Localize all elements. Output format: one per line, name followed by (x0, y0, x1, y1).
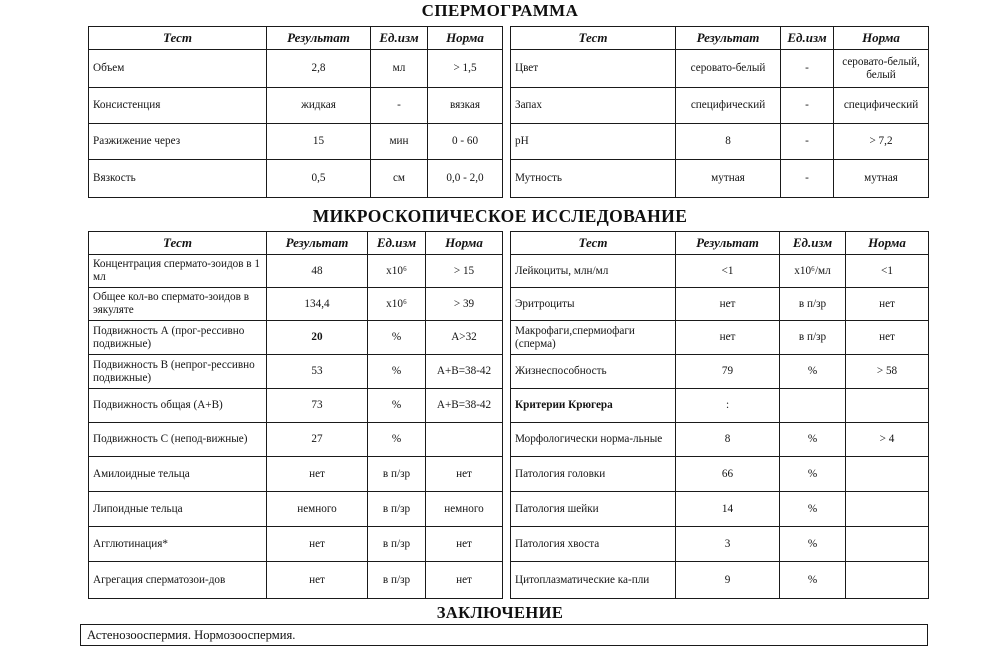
column-header-unit: Ед.изм (368, 232, 426, 255)
cell-test: Лейкоциты, млн/мл (511, 255, 676, 288)
cell-unit: % (780, 527, 846, 562)
cell-norm: > 7,2 (834, 124, 929, 160)
table-header-row (89, 27, 503, 50)
table-row (89, 88, 503, 124)
cell-norm (846, 562, 929, 599)
table-row (89, 355, 503, 389)
cell-test: Вязкость (89, 160, 267, 198)
cell-result: нет (267, 527, 368, 562)
cell-unit: - (781, 50, 834, 88)
cell-norm: немного (426, 492, 503, 527)
cell-norm (426, 423, 503, 457)
cell-result: 9 (676, 562, 780, 599)
cell-test: Объем (89, 50, 267, 88)
cell-test: pH (511, 124, 676, 160)
cell-unit: - (781, 88, 834, 124)
cell-norm: A+B=38-42 (426, 355, 503, 389)
cell-test: Общее кол-во спермато-зоидов в эякуляте (89, 288, 267, 321)
cell-result: 0,5 (267, 160, 371, 198)
table-row (511, 562, 929, 599)
column-header-test: Тест (89, 232, 267, 255)
table-row (89, 50, 503, 88)
cell-norm: 0 - 60 (428, 124, 503, 160)
cell-norm: специфический (834, 88, 929, 124)
cell-test: Подвижность В (непрог-рессивно подвижные) (89, 355, 267, 389)
cell-norm (846, 457, 929, 492)
column-header-norm: Норма (846, 232, 929, 255)
cell-test: Цитоплазматические ка-пли (511, 562, 676, 599)
cell-test: Эритроциты (511, 288, 676, 321)
cell-result: 73 (267, 389, 368, 423)
cell-result: немного (267, 492, 368, 527)
cell-result: 20 (267, 321, 368, 355)
cell-unit: % (780, 492, 846, 527)
cell-norm: A+B=38-42 (426, 389, 503, 423)
macroscopic-left-table (88, 26, 503, 198)
cell-unit: - (781, 160, 834, 198)
cell-result: 66 (676, 457, 780, 492)
cell-unit: % (780, 562, 846, 599)
cell-test: Амилоидные тельца (89, 457, 267, 492)
column-header-norm: Норма (834, 27, 929, 50)
table-row (511, 389, 929, 423)
cell-test: Цвет (511, 50, 676, 88)
cell-result: 8 (676, 423, 780, 457)
table-row (511, 527, 929, 562)
microscopic-left-table (88, 231, 503, 599)
page-title-conclusion: ЗАКЛЮЧЕНИЕ (436, 603, 564, 622)
cell-norm: нет (846, 288, 929, 321)
conclusion-box (80, 624, 928, 646)
cell-result: 48 (267, 255, 368, 288)
cell-unit: - (781, 124, 834, 160)
cell-unit: - (371, 88, 428, 124)
cell-unit: в п/зр (368, 492, 426, 527)
cell-unit: в п/зр (368, 562, 426, 599)
cell-norm: > 15 (426, 255, 503, 288)
cell-result: 3 (676, 527, 780, 562)
cell-unit: мин (371, 124, 428, 160)
cell-unit: % (368, 355, 426, 389)
column-header-test: Тест (89, 27, 267, 50)
cell-result: нет (267, 457, 368, 492)
column-header-unit: Ед.изм (781, 27, 834, 50)
cell-norm: мутная (834, 160, 929, 198)
cell-result: 8 (676, 124, 781, 160)
cell-unit: % (780, 457, 846, 492)
conclusion-text: Астенозооспермия. Нормозооспермия. (87, 627, 296, 642)
cell-test: Патология хвоста (511, 527, 676, 562)
cell-test: Подвижность общая (А+В) (89, 389, 267, 423)
cell-result: нет (676, 321, 780, 355)
cell-test: Критерии Крюгера (511, 389, 676, 423)
cell-result: : (676, 389, 780, 423)
cell-result: серовато-белый (676, 50, 781, 88)
column-header-result: Результат (267, 27, 371, 50)
column-header-unit: Ед.изм (371, 27, 428, 50)
cell-result: 134,4 (267, 288, 368, 321)
cell-norm (846, 527, 929, 562)
cell-test: Жизнеспособность (511, 355, 676, 389)
cell-norm: > 4 (846, 423, 929, 457)
cell-unit: % (368, 389, 426, 423)
cell-unit: см (371, 160, 428, 198)
cell-unit: в п/зр (780, 288, 846, 321)
table-row (511, 124, 929, 160)
table-row (89, 423, 503, 457)
column-header-result: Результат (676, 27, 781, 50)
table-row (89, 321, 503, 355)
column-header-norm: Норма (426, 232, 503, 255)
cell-unit: в п/зр (368, 527, 426, 562)
cell-test: Патология головки (511, 457, 676, 492)
cell-norm: > 58 (846, 355, 929, 389)
page-title-spermogram: СПЕРМОГРАММА (421, 1, 579, 20)
cell-result: 15 (267, 124, 371, 160)
cell-result: жидкая (267, 88, 371, 124)
cell-result: специфический (676, 88, 781, 124)
column-header-result: Результат (267, 232, 368, 255)
table-row (89, 457, 503, 492)
cell-test: Патология шейки (511, 492, 676, 527)
cell-test: Концентрация спермато-зоидов в 1 мл (89, 255, 267, 288)
cell-norm: 0,0 - 2,0 (428, 160, 503, 198)
table-header-row (89, 232, 503, 255)
table-row (89, 492, 503, 527)
cell-unit (780, 389, 846, 423)
cell-result: мутная (676, 160, 781, 198)
cell-test: Подвижность С (непод-вижные) (89, 423, 267, 457)
cell-test: Липоидные тельца (89, 492, 267, 527)
cell-test: Агглютинация* (89, 527, 267, 562)
macroscopic-right-table (510, 26, 929, 198)
table-row (89, 288, 503, 321)
table-row (511, 50, 929, 88)
column-header-test: Тест (511, 27, 676, 50)
cell-unit: в п/зр (780, 321, 846, 355)
cell-result: 53 (267, 355, 368, 389)
table-row (511, 423, 929, 457)
cell-unit: мл (371, 50, 428, 88)
table-row (511, 88, 929, 124)
table-row (511, 255, 929, 288)
table-row (89, 160, 503, 198)
cell-norm: > 1,5 (428, 50, 503, 88)
cell-norm: нет (426, 562, 503, 599)
cell-unit: % (368, 423, 426, 457)
cell-unit: x10⁶/мл (780, 255, 846, 288)
table-row (511, 160, 929, 198)
cell-test: Подвижность А (прог-рессивно подвижные) (89, 321, 267, 355)
cell-norm: вязкая (428, 88, 503, 124)
cell-result: нет (267, 562, 368, 599)
cell-norm: серовато-белый, белый (834, 50, 929, 88)
cell-unit: % (780, 423, 846, 457)
cell-norm: <1 (846, 255, 929, 288)
cell-norm: нет (426, 527, 503, 562)
cell-test: Макрофаги,спермиофаги (сперма) (511, 321, 676, 355)
cell-norm: > 39 (426, 288, 503, 321)
microscopic-right-table (510, 231, 929, 599)
table-row (89, 124, 503, 160)
cell-test: Консистенция (89, 88, 267, 124)
column-header-test: Тест (511, 232, 676, 255)
column-header-unit: Ед.изм (780, 232, 846, 255)
cell-result: 14 (676, 492, 780, 527)
cell-result: нет (676, 288, 780, 321)
cell-norm: нет (426, 457, 503, 492)
cell-unit: x10⁶ (368, 288, 426, 321)
table-row (511, 288, 929, 321)
column-header-result: Результат (676, 232, 780, 255)
cell-result: 79 (676, 355, 780, 389)
table-row (511, 355, 929, 389)
cell-norm (846, 389, 929, 423)
cell-result: <1 (676, 255, 780, 288)
cell-norm (846, 492, 929, 527)
table-row (89, 527, 503, 562)
table-row (89, 255, 503, 288)
cell-unit: % (368, 321, 426, 355)
cell-test: Агрегация сперматозои-дов (89, 562, 267, 599)
cell-norm: нет (846, 321, 929, 355)
cell-test: Запах (511, 88, 676, 124)
table-row (511, 492, 929, 527)
table-row (89, 389, 503, 423)
cell-norm: A>32 (426, 321, 503, 355)
cell-test: Мутность (511, 160, 676, 198)
cell-unit: % (780, 355, 846, 389)
table-row (511, 457, 929, 492)
table-row (511, 321, 929, 355)
table-header-row (511, 27, 929, 50)
cell-test: Разжижение через (89, 124, 267, 160)
cell-unit: в п/зр (368, 457, 426, 492)
page-title-microscopic: МИКРОСКОПИЧЕСКОЕ ИССЛЕДОВАНИЕ (312, 206, 688, 226)
cell-test: Морфологически норма-льные (511, 423, 676, 457)
cell-result: 2,8 (267, 50, 371, 88)
table-header-row (511, 232, 929, 255)
cell-result: 27 (267, 423, 368, 457)
table-row (89, 562, 503, 599)
column-header-norm: Норма (428, 27, 503, 50)
cell-unit: x10⁶ (368, 255, 426, 288)
